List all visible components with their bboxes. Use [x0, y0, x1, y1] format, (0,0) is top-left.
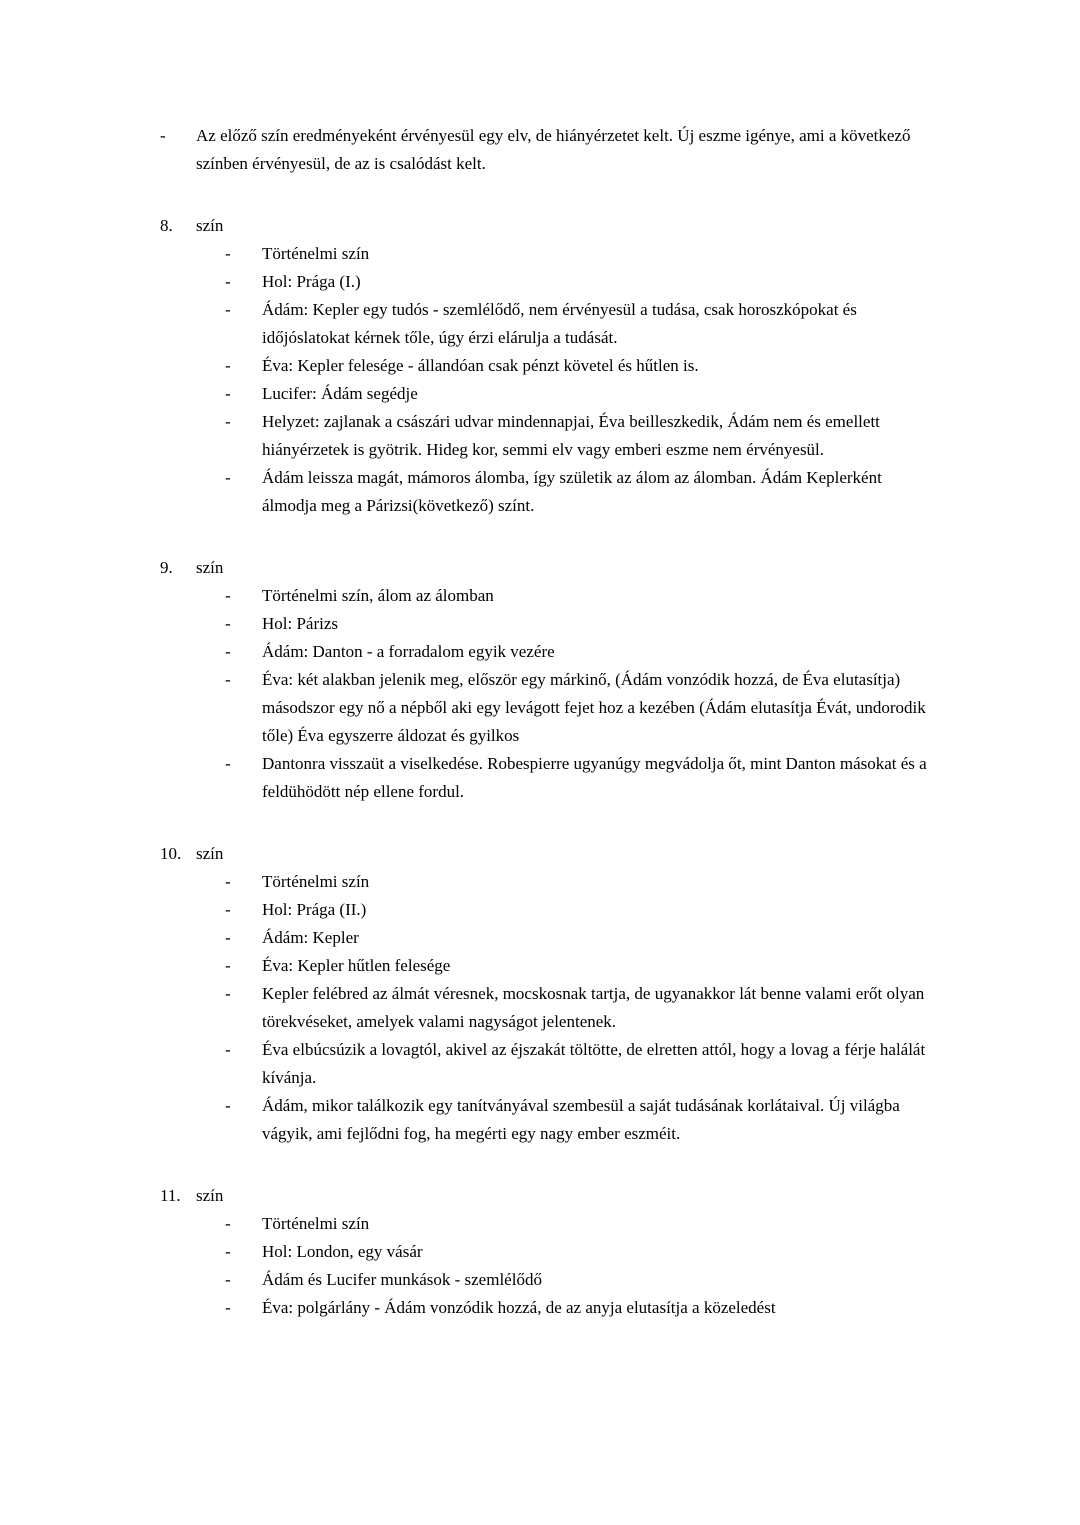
list-item-text: Éva: Kepler hűtlen felesége [262, 956, 451, 975]
list-item-text: Ádám: Kepler [262, 928, 359, 947]
bullet-dash: - [225, 1242, 231, 1261]
bullet-list [225, 582, 935, 806]
section-title: szín [196, 216, 224, 235]
list-item [225, 924, 935, 952]
list-item-text: Kepler felébred az álmát véresnek, mocskosnak tartja, de ugyanakkor lát benne valami erőt olyan törekvéseket, amelyek valami nagyságot jelentenek. [262, 984, 925, 1031]
bullet-dash: - [225, 1270, 231, 1289]
list-item [225, 666, 935, 750]
bullet-dash: - [225, 900, 231, 919]
bullet-dash: - [225, 872, 231, 891]
list-item-text: Történelmi szín [262, 872, 370, 891]
section-title: szín [196, 1186, 224, 1205]
section-number: 9. [160, 558, 173, 577]
section-number: 10. [160, 844, 182, 863]
section-number: 11. [160, 1186, 181, 1205]
list-item-text: Lucifer: Ádám segédje [262, 384, 418, 403]
section-szin-9 [160, 554, 935, 806]
bullet-dash: - [225, 1096, 231, 1115]
list-item [225, 464, 935, 520]
list-item [225, 1210, 935, 1238]
section-heading [160, 840, 935, 868]
list-item-text: Helyzet: zajlanak a császári udvar mindennapjai, Éva beilleszkedik, Ádám nem és emellett hiányérzetek is gyötrik. Hideg kor, semmi elv vagy emberi eszme nem érvényesül. [262, 412, 880, 459]
bullet-dash: - [225, 300, 231, 319]
bullet-list [225, 1210, 935, 1322]
bullet-dash: - [225, 956, 231, 975]
list-item [225, 610, 935, 638]
bullet-dash: - [225, 754, 231, 773]
list-item [225, 1092, 935, 1148]
list-item [225, 240, 935, 268]
list-item-text: Éva: két alakban jelenik meg, először egy márkinő, (Ádám vonzódik hozzá, de Éva elutasítja) másodszor egy nő a népből aki egy levágott fejet hoz a kezében (Ádám elutasítja Évát, undorodik tőle) Éva egyszerre áldozat és gyilkos [262, 670, 926, 745]
intro-list-item [160, 122, 935, 178]
bullet-dash: - [225, 614, 231, 633]
bullet-dash: - [225, 384, 231, 403]
section-number: 8. [160, 216, 173, 235]
list-item [225, 750, 935, 806]
bullet-list [225, 868, 935, 1148]
bullet-dash: - [225, 586, 231, 605]
bullet-dash: - [225, 642, 231, 661]
list-item-text: Hol: Prága (II.) [262, 900, 367, 919]
bullet-dash: - [225, 984, 231, 1003]
section-szin-8 [160, 212, 935, 520]
bullet-dash: - [160, 126, 166, 145]
bullet-dash: - [225, 1298, 231, 1317]
list-item [225, 380, 935, 408]
list-item [225, 1266, 935, 1294]
section-title: szín [196, 844, 224, 863]
list-item-text: Hol: London, egy vásár [262, 1242, 423, 1261]
list-item-text: Hol: Prága (I.) [262, 272, 361, 291]
bullet-dash: - [225, 412, 231, 431]
list-item [225, 638, 935, 666]
list-item [225, 296, 935, 352]
list-item [225, 980, 935, 1036]
bullet-dash: - [225, 244, 231, 263]
list-item-text: Ádám: Kepler egy tudós - szemlélődő, nem érvényesül a tudása, csak horoszkópokat és időjóslatokat kérnek tőle, úgy érzi elárulja a tudását. [262, 300, 857, 347]
bullet-list [225, 240, 935, 520]
list-item [225, 1238, 935, 1266]
section-heading [160, 1182, 935, 1210]
list-item-text: Éva elbúcsúzik a lovagtól, akivel az éjszakát töltötte, de elretten attól, hogy a lovag a férje halálát kívánja. [262, 1040, 926, 1087]
list-item-text: Éva: Kepler felesége - állandóan csak pénzt követel és hűtlen is. [262, 356, 699, 375]
list-item [225, 896, 935, 924]
list-item [225, 1036, 935, 1092]
list-item-text: Dantonra visszaüt a viselkedése. Robespierre ugyanúgy megvádolja őt, mint Danton másokat és a feldühödött nép ellene fordul. [262, 754, 927, 801]
list-item [225, 352, 935, 380]
list-item-text: Történelmi szín [262, 244, 370, 263]
list-item [225, 952, 935, 980]
list-item [225, 868, 935, 896]
list-item-text: Ádám, mikor találkozik egy tanítványával szembesül a saját tudásának korlátaival. Új világba vágyik, ami fejlődni fog, ha megérti egy nagy ember eszméit. [262, 1096, 900, 1143]
bullet-dash: - [225, 928, 231, 947]
list-item [225, 408, 935, 464]
section-title: szín [196, 558, 224, 577]
bullet-dash: - [225, 356, 231, 375]
bullet-dash: - [225, 670, 231, 689]
bullet-dash: - [225, 1214, 231, 1233]
section-szin-11 [160, 1182, 935, 1322]
section-szin-10 [160, 840, 935, 1148]
list-item [225, 1294, 935, 1322]
list-item-text: Ádám és Lucifer munkások - szemlélődő [262, 1270, 542, 1289]
list-item-text: Történelmi szín [262, 1214, 370, 1233]
list-item [225, 268, 935, 296]
list-item [225, 582, 935, 610]
list-item-text: Éva: polgárlány - Ádám vonzódik hozzá, de az anyja elutasítja a közeledést [262, 1298, 776, 1317]
section-heading [160, 212, 935, 240]
bullet-dash: - [225, 1040, 231, 1059]
list-item-text: Ádám: Danton - a forradalom egyik vezére [262, 642, 555, 661]
list-item-text: Hol: Párizs [262, 614, 339, 633]
intro-text: Az előző szín eredményeként érvényesül egy elv, de hiányérzetet kelt. Új eszme igénye, ami a következő színben érvényesül, de az is csalódást kelt. [196, 126, 911, 173]
bullet-dash: - [225, 272, 231, 291]
section-heading [160, 554, 935, 582]
list-item-text: Történelmi szín, álom az álomban [262, 586, 494, 605]
bullet-dash: - [225, 468, 231, 487]
list-item-text: Ádám leissza magát, mámoros álomba, így születik az álom az álomban. Ádám Keplerként álmodja meg a Párizsi(következő) színt. [262, 468, 882, 515]
